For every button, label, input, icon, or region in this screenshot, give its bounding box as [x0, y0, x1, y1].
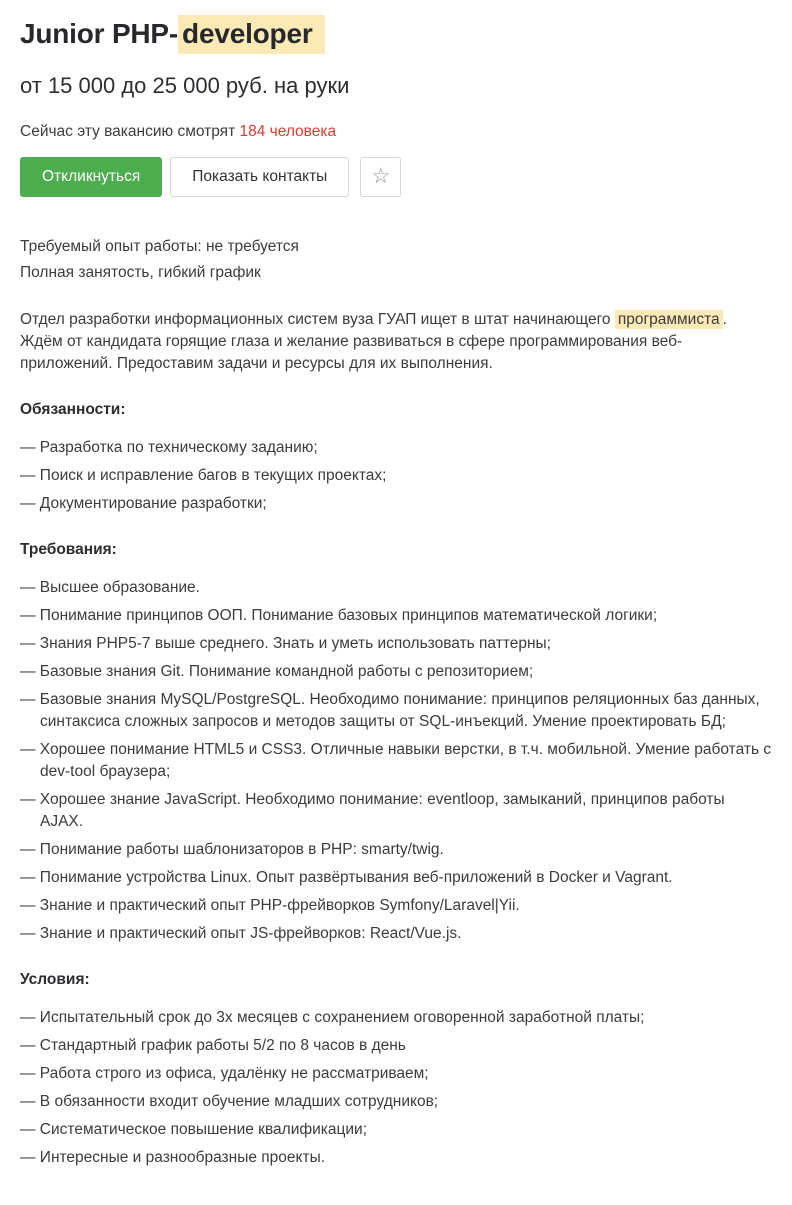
list-item: — Знание и практический опыт PHP-фрейворков Symfony/Laravel|Yii.	[20, 897, 520, 914]
show-contacts-button[interactable]: Показать контакты	[170, 157, 349, 197]
section-duties	[20, 401, 772, 515]
conditions-list	[20, 1007, 772, 1169]
list-item: — Знания PHP5-7 выше среднего. Знать и уметь использовать паттерны;	[20, 635, 551, 652]
vacancy-title	[20, 16, 772, 51]
list-item: — Испытательный срок до 3х месяцев с сохранением оговоренной заработной платы;	[20, 1009, 645, 1026]
star-icon: ☆	[371, 164, 391, 188]
viewers-line	[20, 123, 772, 141]
list-item: — Работа строго из офиса, удалёнку не рассматриваем;	[20, 1065, 429, 1082]
description-text-before: Отдел разработки информационных систем вуза ГУАП ищет в штат начинающего	[20, 311, 615, 328]
vacancy-description	[20, 309, 772, 375]
list-item: — Хорошее понимание HTML5 и CSS3. Отличные навыки верстки, в т.ч. мобильной. Умение работать с dev-tool браузера;	[20, 741, 772, 780]
list-item: — Высшее образование.	[20, 579, 200, 596]
vacancy-conditions-summary	[20, 234, 772, 286]
favorite-button[interactable]	[360, 157, 401, 197]
employment-type: Полная занятость, гибкий график	[20, 264, 261, 281]
list-item: — В обязанности входит обучение младших сотрудников;	[20, 1093, 439, 1110]
section-requirements	[20, 541, 772, 945]
viewers-prefix: Сейчас эту вакансию смотрят	[20, 123, 240, 140]
vacancy-salary: от 15 000 до 25 000 руб. на руки	[20, 73, 350, 98]
list-item: — Понимание принципов ООП. Понимание базовых принципов математической логики;	[20, 607, 658, 624]
section-conditions	[20, 971, 772, 1169]
vacancy-title-search-highlight: developer	[178, 15, 324, 54]
requirements-list	[20, 577, 772, 945]
list-item: — Документирование разработки;	[20, 495, 267, 512]
list-item: — Базовые знания MySQL/PostgreSQL. Необходимо понимание: принципов реляционных баз данных, синтаксиса сложных запросов и методов защиты от SQL-инъекций. Умение проектировать БД;	[20, 691, 760, 730]
list-item: — Интересные и разнообразные проекты.	[20, 1149, 326, 1166]
description-text-after: . Ждём от кандидата горящие глаза и желание развиваться в сфере программирования веб-приложений. Предоставим задачи и ресурсы для их выполнения.	[20, 311, 727, 372]
list-item: — Систематическое повышение квалификации;	[20, 1121, 368, 1138]
duties-list	[20, 437, 772, 515]
list-item: — Базовые знания Git. Понимание командной работы с репозиторием;	[20, 663, 534, 680]
list-item: — Понимание устройства Linux. Опыт развёртывания веб-приложений в Docker и Vagrant.	[20, 869, 673, 886]
apply-button[interactable]: Откликнуться	[20, 157, 162, 197]
required-experience: Требуемый опыт работы: не требуется	[20, 238, 299, 255]
list-item: — Поиск и исправление багов в текущих проектах;	[20, 467, 387, 484]
description-search-highlight: программиста	[615, 310, 723, 329]
list-item: — Знание и практический опыт JS-фрейворков: React/Vue.js.	[20, 925, 462, 942]
list-item: — Разработка по техническому заданию;	[20, 439, 318, 456]
section-heading-requirements: Требования:	[20, 541, 117, 558]
viewers-count: 184 человека	[239, 123, 337, 140]
list-item: — Стандартный график работы 5/2 по 8 часов в день	[20, 1037, 406, 1054]
list-item: — Хорошее знание JavaScript. Необходимо понимание: eventloop, замыканий, принципов работы AJAX.	[20, 791, 725, 830]
vacancy-title-text: Junior PHP-	[20, 18, 179, 49]
list-item: — Понимание работы шаблонизаторов в PHP: smarty/twig.	[20, 841, 444, 858]
section-heading-conditions: Условия:	[20, 971, 90, 988]
section-heading-duties: Обязанности:	[20, 401, 126, 418]
action-bar	[20, 157, 772, 197]
